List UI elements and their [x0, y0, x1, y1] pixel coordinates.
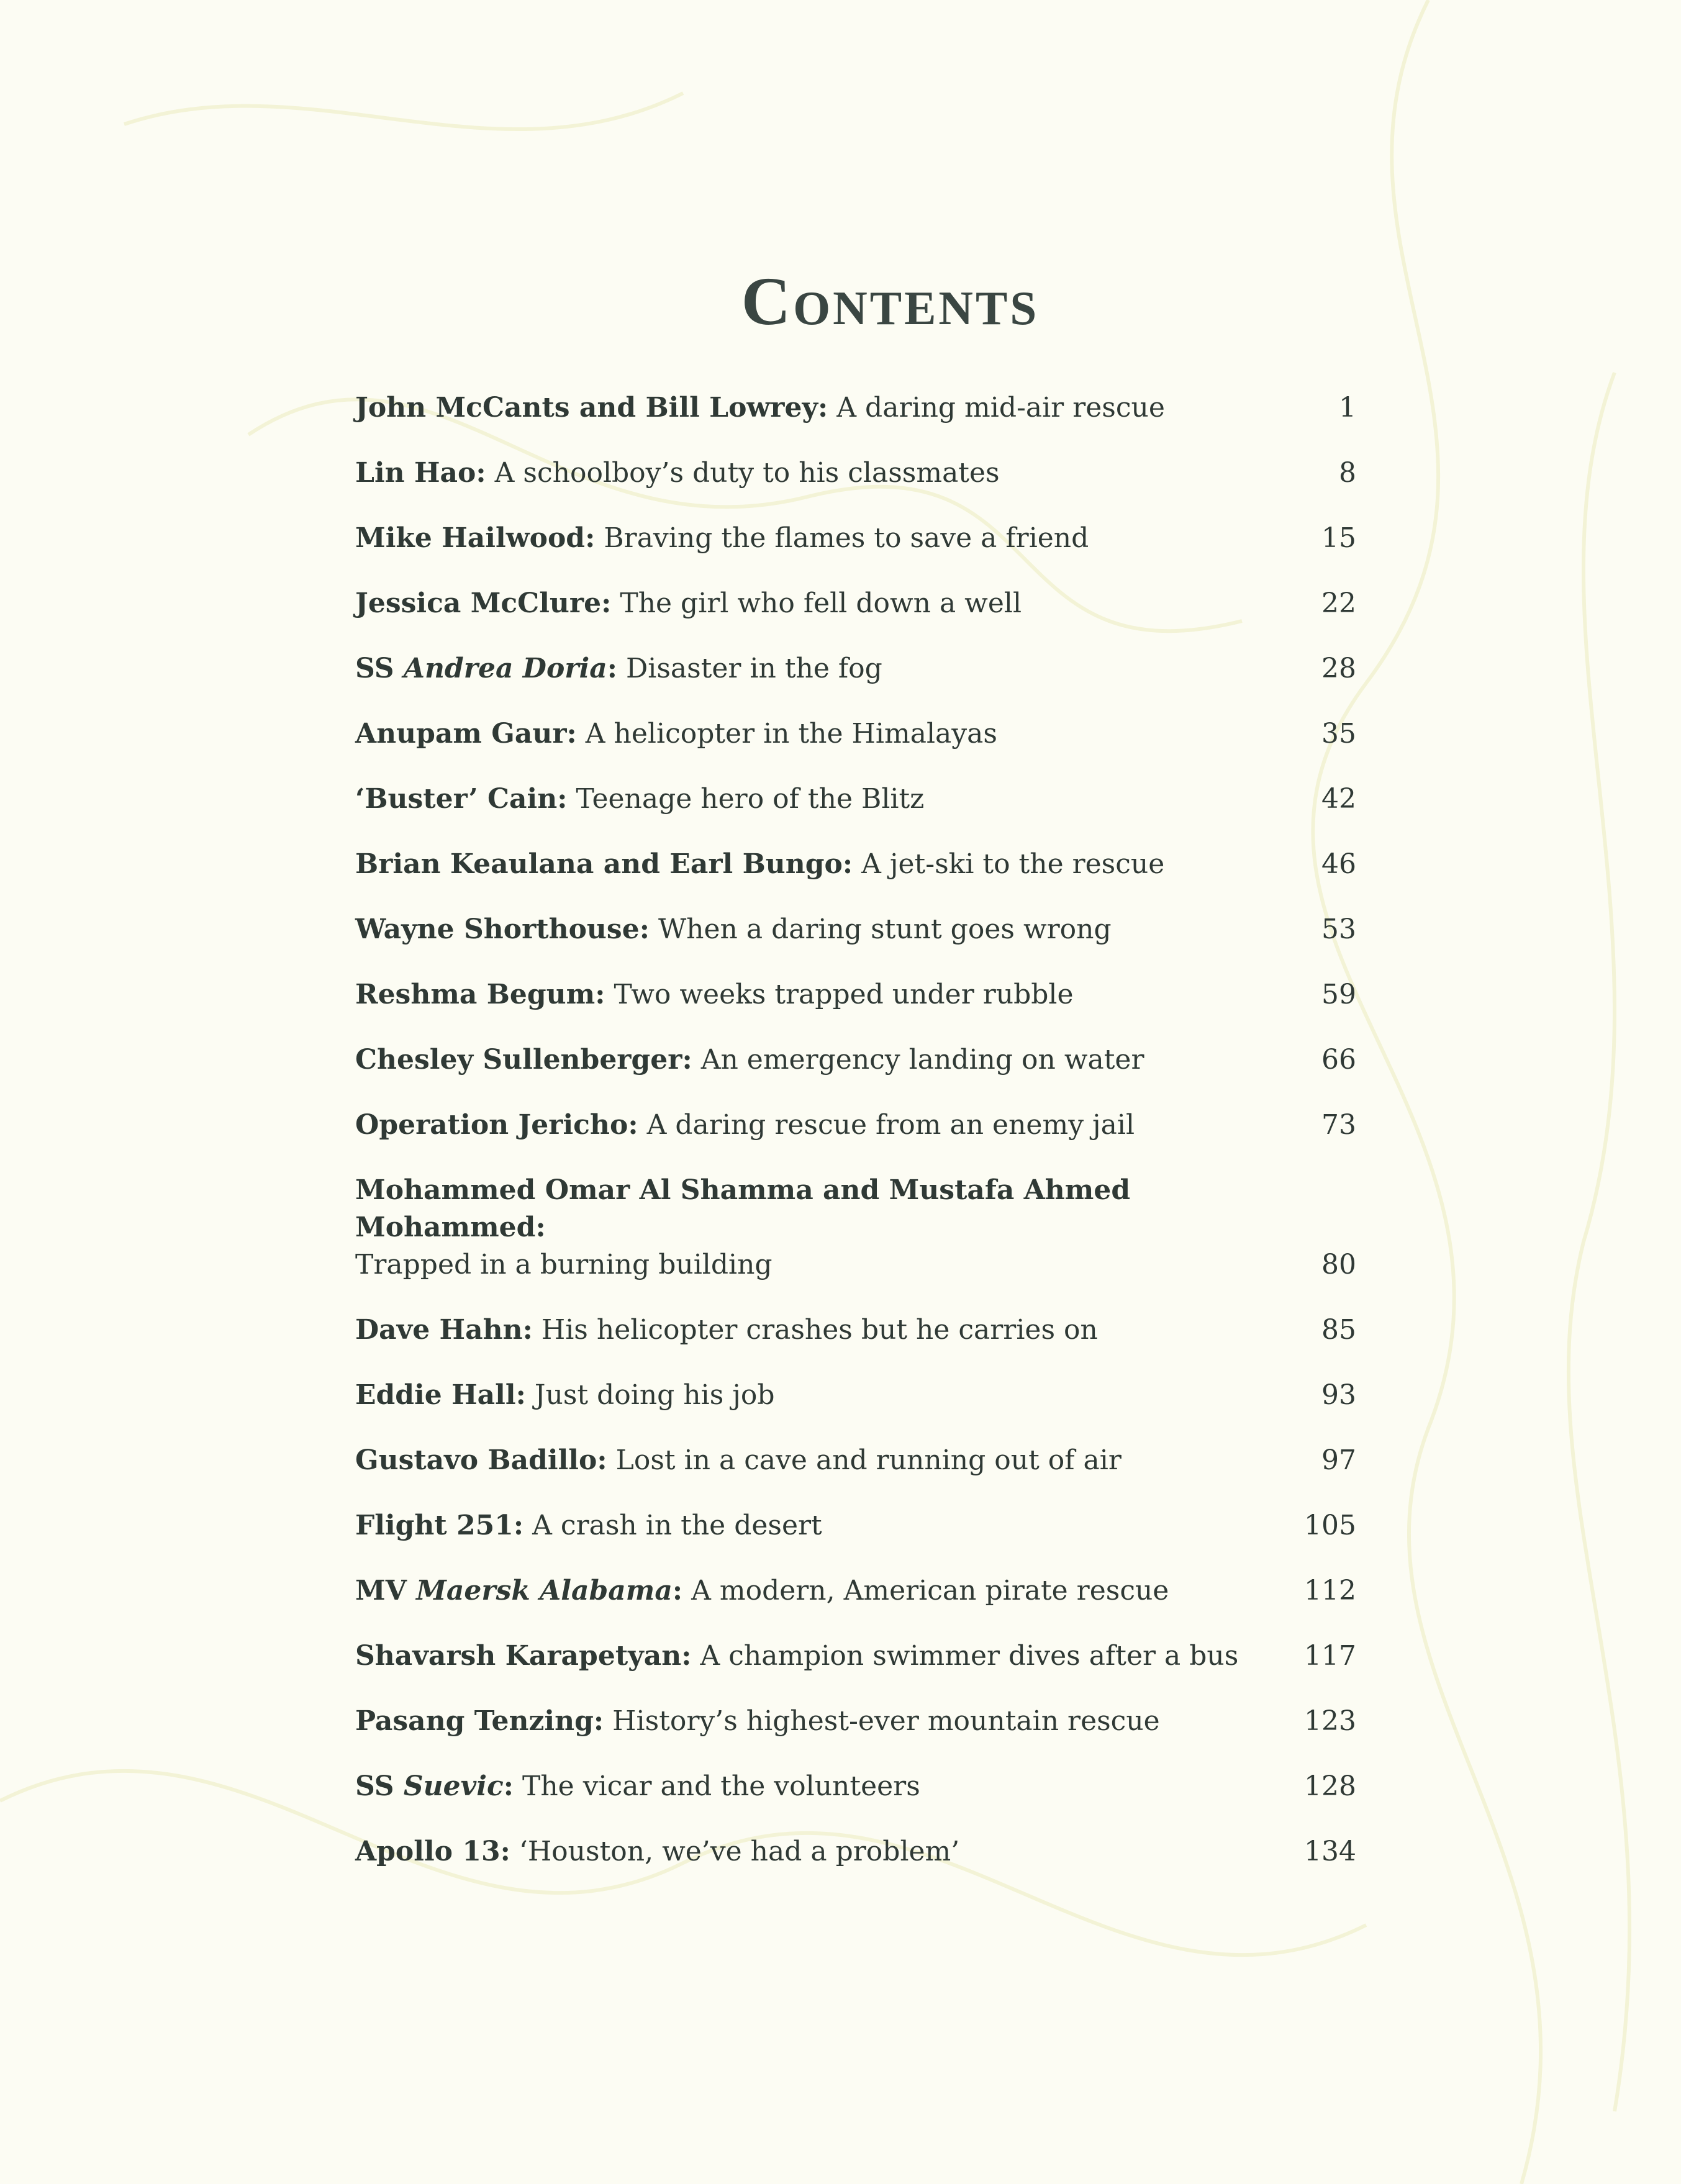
entry-name-text: Wayne Shorthouse — [355, 913, 640, 945]
toc-entry — [355, 650, 1356, 715]
entry-text — [355, 650, 1262, 687]
entry-name: Dave Hahn: — [355, 1314, 533, 1346]
entry-page-number: 35 — [1321, 718, 1356, 750]
entry-name-text: SS — [355, 653, 404, 684]
entry-description: A jet-ski to the rescue — [861, 848, 1165, 880]
entry-name: Reshma Begum: — [355, 979, 605, 1010]
entry-text — [355, 1107, 1262, 1144]
toc-entry — [355, 1377, 1356, 1442]
entry-description: A daring mid-air rescue — [836, 392, 1165, 424]
entry-text — [355, 1312, 1262, 1349]
entry-page-number: 73 — [1321, 1109, 1356, 1141]
entry-page-number: 93 — [1321, 1379, 1356, 1411]
entry-name: MV Maersk Alabama: — [355, 1575, 683, 1606]
entry-text — [355, 1442, 1262, 1479]
entry-text — [355, 976, 1262, 1013]
entry-name-text: Reshma Begum — [355, 979, 596, 1010]
entry-description: Two weeks trapped under rubble — [614, 979, 1074, 1010]
entry-page-number: 123 — [1304, 1705, 1356, 1737]
entry-page-number: 28 — [1321, 653, 1356, 684]
entry-name-text: Apollo 13 — [355, 1836, 501, 1867]
entry-description: Lost in a cave and running out of air — [615, 1444, 1121, 1476]
entry-description: Just doing his job — [534, 1379, 775, 1411]
entry-page-number: 105 — [1304, 1510, 1356, 1541]
entry-text — [355, 1638, 1262, 1675]
entry-name-italic: Andrea Doria — [403, 653, 607, 684]
toc-entry — [355, 1442, 1356, 1507]
entry-page-number: 80 — [1321, 1249, 1356, 1280]
entry-name-text: Shavarsh Karapetyan — [355, 1640, 682, 1672]
entry-name-italic: Maersk Alabama — [416, 1575, 673, 1606]
entry-description: His helicopter crashes but he carries on — [541, 1314, 1098, 1346]
toc-entry — [355, 1833, 1356, 1898]
entry-name-text: Brian Keaulana and Earl Bungo — [355, 848, 843, 880]
entry-page-number: 22 — [1321, 587, 1356, 619]
entry-description: Trapped in a burning building — [355, 1249, 773, 1280]
entry-description: A daring rescue from an enemy jail — [646, 1109, 1135, 1141]
entry-name-text: Chesley Sullenberger — [355, 1044, 682, 1076]
entry-page-number: 8 — [1339, 457, 1356, 489]
entry-name: Brian Keaulana and Earl Bungo: — [355, 848, 853, 880]
entry-page-number: 42 — [1321, 783, 1356, 815]
entry-description: A crash in the desert — [532, 1510, 822, 1541]
entry-page-number: 85 — [1321, 1314, 1356, 1346]
toc-entry — [355, 520, 1356, 585]
entry-name-text: ‘Buster’ Cain — [355, 783, 558, 815]
toc-entry — [355, 1572, 1356, 1638]
entry-page-number: 117 — [1304, 1640, 1356, 1672]
entry-description: The vicar and the volunteers — [522, 1770, 920, 1802]
entry-text — [355, 585, 1262, 622]
entry-text — [355, 455, 1262, 492]
entry-name: ‘Buster’ Cain: — [355, 783, 568, 815]
entry-name: Jessica McClure: — [355, 587, 612, 619]
entry-page-number: 15 — [1321, 522, 1356, 554]
entry-description: A champion swimmer dives after a bus — [700, 1640, 1239, 1672]
entry-text — [355, 1507, 1262, 1544]
entry-name: Lin Hao: — [355, 457, 486, 489]
toc-entry — [355, 781, 1356, 846]
entry-name: Shavarsh Karapetyan: — [355, 1640, 692, 1672]
entry-text — [355, 846, 1262, 883]
toc-entry — [355, 585, 1356, 650]
entry-text — [355, 389, 1262, 427]
toc-entry — [355, 1041, 1356, 1107]
entry-description: History’s highest-ever mountain rescue — [612, 1705, 1160, 1737]
entry-text — [355, 781, 1262, 818]
entry-text — [355, 911, 1262, 948]
entry-name: John McCants and Bill Lowrey: — [355, 392, 828, 424]
toc-entry — [355, 976, 1356, 1041]
entry-name-text: Lin Hao — [355, 457, 476, 489]
entry-text — [355, 1041, 1262, 1079]
entry-text — [355, 1768, 1262, 1805]
entry-name-text: Anupam Gaur — [355, 718, 567, 750]
entry-page-number: 134 — [1304, 1836, 1356, 1867]
toc-entry — [355, 911, 1356, 976]
toc-entry — [355, 846, 1356, 911]
entry-description: A helicopter in the Himalayas — [585, 718, 997, 750]
entry-text — [355, 520, 1262, 557]
toc-entry — [355, 1312, 1356, 1377]
entry-text — [355, 1833, 1262, 1870]
entry-page-number: 59 — [1321, 979, 1356, 1010]
entry-description: Braving the flames to save a friend — [604, 522, 1089, 554]
entry-name-text: Dave Hahn — [355, 1314, 523, 1346]
entry-text — [355, 1703, 1262, 1740]
entry-name-text: Jessica McClure — [355, 587, 602, 619]
entry-name-text: Pasang Tenzing — [355, 1705, 594, 1737]
toc-entry — [355, 1507, 1356, 1572]
entry-page-number: 97 — [1321, 1444, 1356, 1476]
toc-entry — [355, 1107, 1356, 1172]
entry-name: Wayne Shorthouse: — [355, 913, 650, 945]
entry-description: When a daring stunt goes wrong — [658, 913, 1112, 945]
page-title: Contents — [741, 263, 1040, 339]
entry-name-text: Mike Hailwood — [355, 522, 586, 554]
entry-name: Mike Hailwood: — [355, 522, 596, 554]
entry-name-text: SS — [355, 1770, 404, 1802]
entry-description: A schoolboy’s duty to his classmates — [494, 457, 1000, 489]
entry-name-text: Operation Jericho — [355, 1109, 628, 1141]
entry-text — [355, 715, 1262, 753]
entry-name-italic: Suevic — [403, 1770, 504, 1802]
entry-description: Teenage hero of the Blitz — [576, 783, 925, 815]
entry-name: Chesley Sullenberger: — [355, 1044, 692, 1076]
entry-text — [355, 1377, 1262, 1414]
toc-entry — [355, 1703, 1356, 1768]
entry-page-number: 53 — [1321, 913, 1356, 945]
entry-page-number: 112 — [1304, 1575, 1356, 1606]
entry-name: Anupam Gaur: — [355, 718, 577, 750]
toc-entry — [355, 389, 1356, 455]
entry-name: Apollo 13: — [355, 1836, 510, 1867]
entry-name-text: MV — [355, 1575, 417, 1606]
entry-name-text: Flight 251 — [355, 1510, 514, 1541]
table-of-contents — [355, 389, 1356, 1898]
entry-name: SS Suevic: — [355, 1770, 514, 1802]
entry-text — [355, 1172, 1262, 1284]
entry-name: Operation Jericho: — [355, 1109, 638, 1141]
entry-description: ‘Houston, we’ve had a problem’ — [519, 1836, 960, 1867]
toc-entry — [355, 1172, 1356, 1312]
entry-description: The girl who fell down a well — [620, 587, 1022, 619]
entry-page-number: 128 — [1304, 1770, 1356, 1802]
entry-description: A modern, American pirate rescue — [691, 1575, 1169, 1606]
entry-description: An emergency landing on water — [700, 1044, 1144, 1076]
toc-entry — [355, 1768, 1356, 1833]
entry-name-text: Eddie Hall — [355, 1379, 516, 1411]
entry-name: Mohammed Omar Al Shamma and Mustafa Ahmed Mohammed: — [355, 1174, 1131, 1243]
entry-name: SS Andrea Doria: — [355, 653, 617, 684]
entry-name: Eddie Hall: — [355, 1379, 526, 1411]
entry-description: Disaster in the fog — [625, 653, 882, 684]
entry-page-number: 46 — [1321, 848, 1356, 880]
toc-entry — [355, 715, 1356, 781]
entry-name-text: Gustavo Badillo — [355, 1444, 597, 1476]
toc-entry — [355, 455, 1356, 520]
entry-page-number: 1 — [1339, 392, 1356, 424]
entry-name-text: Mohammed Omar Al Shamma and Mustafa Ahmed Mohammed — [355, 1174, 1131, 1243]
entry-name: Gustavo Badillo: — [355, 1444, 607, 1476]
toc-entry — [355, 1638, 1356, 1703]
entry-page-number: 66 — [1321, 1044, 1356, 1076]
entry-name: Pasang Tenzing: — [355, 1705, 604, 1737]
entry-text — [355, 1572, 1262, 1610]
entry-name: Flight 251: — [355, 1510, 524, 1541]
entry-name-text: John McCants and Bill Lowrey — [355, 392, 818, 424]
